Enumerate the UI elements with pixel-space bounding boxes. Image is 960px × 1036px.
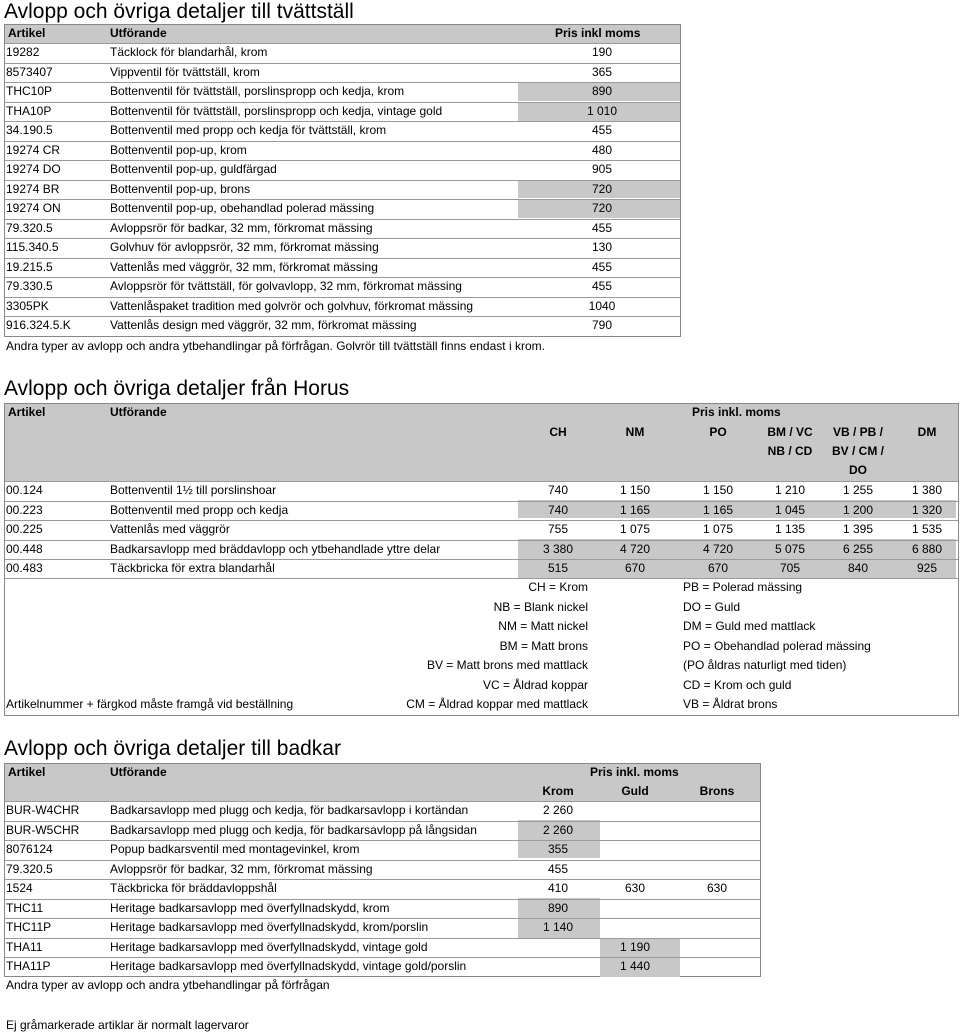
- cell-price: 1 075: [619, 522, 651, 536]
- cell-price: 890: [591, 84, 613, 98]
- cell-utforande: Popup badkarsventil med montagevinkel, krom: [110, 842, 360, 856]
- cell-artikel: 00.448: [6, 541, 43, 556]
- legend-item: VC = Åldrad koppar: [482, 677, 588, 692]
- cell-price: 365: [591, 64, 613, 79]
- cell-utforande: Bottenventil för tvättställ, porslinspropp och kedja, vintage gold: [110, 103, 443, 118]
- cell-price: 630: [706, 881, 728, 895]
- cell-utforande: Bottenventil med propp och kedja: [110, 502, 289, 517]
- cell-artikel: 00.225: [6, 522, 43, 536]
- cell-artikel: 19274 ON: [6, 201, 61, 215]
- header-pris: Pris inkl. moms: [692, 405, 781, 419]
- cell-price: 410: [547, 881, 569, 895]
- legend-item: DO = Guld: [683, 599, 741, 614]
- legend-item: BV = Matt brons med mattlack: [426, 658, 588, 672]
- cell-price: 670: [624, 561, 646, 575]
- legend-item: CM = Åldrad koppar med mattlack: [406, 697, 588, 711]
- legend-item: NM = Matt nickel: [498, 619, 588, 633]
- cell-price: 840: [847, 561, 869, 575]
- cell-artikel: 79.320.5: [6, 220, 53, 235]
- cell-price: 5 075: [774, 541, 806, 556]
- cell-price: 1 210: [774, 483, 806, 497]
- cell-price: 1 165: [619, 502, 651, 517]
- tvattstall-note: Andra typer av avlopp och andra ytbehandlingar på förfrågan. Golvrör till tvättställ finns endast i krom.: [6, 339, 545, 353]
- cell-artikel: 916.324.5.K: [6, 318, 71, 332]
- cell-price: 1 140: [542, 920, 574, 934]
- cell-price: 1 165: [702, 502, 734, 517]
- cell-utforande: Bottenventil 1½ till porslinshoar: [110, 483, 277, 497]
- column-header: DM: [917, 425, 937, 439]
- cell-price: 515: [547, 561, 569, 575]
- cell-utforande: Bottenventil pop-up, brons: [110, 181, 251, 196]
- cell-price: 1 535: [911, 522, 943, 536]
- cell-artikel: 1524: [6, 881, 33, 895]
- legend-item: (PO åldras naturligt med tiden): [683, 658, 847, 672]
- cell-utforande: Täckbricka för bräddavloppshål: [110, 881, 277, 895]
- cell-price: 2 260: [542, 803, 574, 817]
- legend-item: PO = Obehandlad polerad mässing: [683, 638, 871, 653]
- column-header: Guld: [621, 784, 649, 798]
- cell-price: 1 010: [586, 103, 618, 118]
- cell-price: 455: [591, 279, 613, 293]
- cell-artikel: THC10P: [6, 84, 53, 98]
- column-header: Brons: [699, 784, 735, 798]
- cell-artikel: 19274 CR: [6, 142, 61, 157]
- cell-price: 455: [591, 123, 613, 137]
- cell-price: 190: [591, 45, 613, 59]
- section-title-horus: Avlopp och övriga detaljer från Horus: [4, 377, 350, 400]
- cell-utforande: Vattenlås med väggrör, 32 mm, förkromat mässing: [110, 259, 378, 274]
- legend-item: DM = Guld med mattlack: [683, 619, 816, 633]
- cell-price: 6 880: [911, 541, 943, 556]
- cell-price: 4 720: [619, 541, 651, 556]
- cell-price: 1040: [588, 298, 616, 313]
- header-utforande: Utförande: [110, 405, 167, 419]
- cell-price: 455: [591, 220, 613, 235]
- cell-price: 790: [591, 318, 613, 332]
- cell-price: 905: [591, 162, 613, 176]
- cell-artikel: 00.124: [6, 483, 43, 497]
- cell-price: 2 260: [542, 822, 574, 837]
- cell-price: 480: [591, 142, 613, 157]
- legend-item: CD = Krom och guld: [683, 677, 792, 692]
- cell-artikel: 19274 DO: [6, 162, 61, 176]
- column-header: VB / PB /: [832, 425, 883, 439]
- header-artikel: Artikel: [8, 765, 46, 779]
- footnote: Ej gråmarkerade artiklar är normalt lagervaror: [6, 1018, 249, 1032]
- legend-item: NB = Blank nickel: [493, 599, 588, 614]
- cell-price: 1 255: [842, 483, 874, 497]
- cell-artikel: 19282: [6, 45, 40, 59]
- cell-utforande: Heritage badkarsavlopp med överfyllnadskydd, vintage gold/porslin: [110, 959, 467, 973]
- cell-price: 130: [591, 240, 613, 254]
- cell-price: 1 200: [842, 502, 874, 517]
- column-header: CH: [549, 425, 567, 439]
- cell-artikel: THC11P: [6, 920, 52, 934]
- column-header: BV / CM /: [831, 444, 884, 458]
- column-header: PO: [709, 425, 727, 439]
- cell-artikel: 19.215.5: [6, 259, 53, 274]
- cell-utforande: Badkarsavlopp med plugg och kedja, för badkarsavlopp i kortändan: [110, 803, 469, 817]
- cell-price: 755: [547, 522, 569, 536]
- cell-price: 630: [624, 881, 646, 895]
- cell-utforande: Avloppsrör för badkar, 32 mm, förkromat mässing: [110, 861, 373, 876]
- cell-price: 670: [707, 561, 729, 575]
- cell-artikel: 00.483: [6, 561, 43, 575]
- cell-artikel: BUR-W5CHR: [6, 822, 80, 837]
- cell-utforande: Täckbricka för extra blandarhål: [110, 561, 275, 575]
- header-utforande: Utförande: [110, 26, 167, 40]
- horus-note: Artikelnummer + färgkod måste framgå vid beställning: [6, 697, 294, 711]
- cell-utforande: Golvhuv för avloppsrör, 32 mm, förkromat mässing: [110, 240, 379, 254]
- legend-item: PB = Polerad mässing: [683, 580, 803, 594]
- cell-artikel: 00.223: [6, 502, 43, 517]
- cell-utforande: Badkarsavlopp med plugg och kedja, för badkarsavlopp på långsidan: [110, 822, 477, 837]
- cell-utforande: Vattenlås med väggrör: [110, 522, 230, 536]
- cell-artikel: 8076124: [6, 842, 53, 856]
- legend-item: CH = Krom: [528, 580, 588, 594]
- column-header: NM: [625, 425, 645, 439]
- cell-price: 1 150: [702, 483, 734, 497]
- cell-artikel: THC11: [6, 900, 44, 915]
- cell-price: 1 190: [619, 939, 651, 954]
- cell-price: 720: [591, 181, 613, 196]
- cell-utforande: Heritage badkarsavlopp med överfyllnadskydd, krom/porslin: [110, 920, 429, 934]
- cell-utforande: Heritage badkarsavlopp med överfyllnadskydd, krom: [110, 900, 390, 915]
- cell-price: 355: [547, 842, 569, 856]
- cell-utforande: Badkarsavlopp med bräddavlopp och ytbehandlade yttre delar: [110, 541, 441, 556]
- cell-artikel: 79.330.5: [6, 279, 53, 293]
- cell-utforande: Vippventil för tvättställ, krom: [110, 64, 260, 79]
- column-header: BM / VC: [767, 425, 813, 439]
- cell-utforande: Heritage badkarsavlopp med överfyllnadskydd, vintage gold: [110, 939, 428, 954]
- cell-price: 1 045: [774, 502, 806, 517]
- header-utforande: Utförande: [110, 765, 167, 779]
- cell-price: 3 380: [542, 541, 574, 556]
- cell-price: 6 255: [842, 541, 874, 556]
- column-header: DO: [849, 463, 867, 477]
- cell-utforande: Vattenlås design med väggrör, 32 mm, förkromat mässing: [110, 318, 417, 332]
- cell-price: 1 135: [774, 522, 806, 536]
- cell-artikel: THA10P: [6, 103, 52, 118]
- cell-artikel: THA11: [6, 939, 43, 954]
- cell-price: 740: [547, 483, 569, 497]
- cell-utforande: Bottenventil pop-up, guldfärgad: [110, 162, 277, 176]
- header-artikel: Artikel: [8, 405, 46, 419]
- cell-artikel: BUR-W4CHR: [6, 803, 80, 817]
- cell-price: 455: [591, 259, 613, 274]
- cell-utforande: Avloppsrör för badkar, 32 mm, förkromat mässing: [110, 220, 373, 235]
- cell-utforande: Täcklock för blandarhål, krom: [110, 45, 268, 59]
- header-artikel: Artikel: [8, 26, 46, 40]
- badkar-note: Andra typer av avlopp och andra ytbehandlingar på förfrågan: [6, 978, 330, 992]
- cell-price: 4 720: [702, 541, 734, 556]
- cell-artikel: 19274 BR: [6, 181, 60, 196]
- cell-utforande: Bottenventil pop-up, krom: [110, 142, 247, 157]
- cell-price: 890: [547, 900, 569, 915]
- cell-artikel: 34.190.5: [6, 123, 53, 137]
- cell-price: 720: [591, 201, 613, 215]
- cell-price: 740: [547, 502, 569, 517]
- section-title-badkar: Avlopp och övriga detaljer till badkar: [4, 737, 341, 760]
- cell-utforande: Bottenventil för tvättställ, porslinspropp och kedja, krom: [110, 84, 405, 98]
- cell-price: 705: [779, 561, 801, 575]
- legend-item: BM = Matt brons: [499, 638, 588, 653]
- cell-price: 1 150: [619, 483, 651, 497]
- cell-artikel: 115.340.5: [6, 240, 59, 254]
- cell-price: 1 380: [911, 483, 943, 497]
- cell-artikel: THA11P: [6, 959, 51, 973]
- cell-price: 925: [916, 561, 938, 575]
- cell-artikel: 8573407: [6, 64, 53, 79]
- section-title-tvattstall: Avlopp och övriga detaljer till tvättställ: [4, 0, 354, 23]
- cell-price: 455: [547, 861, 569, 876]
- column-header: NB / CD: [767, 444, 813, 458]
- cell-artikel: 79.320.5: [6, 861, 53, 876]
- cell-price: 1 395: [842, 522, 874, 536]
- cell-utforande: Avloppsrör för tvättställ, för golvavlopp, 32 mm, förkromat mässing: [110, 279, 462, 293]
- cell-artikel: 3305PK: [6, 298, 49, 313]
- cell-utforande: Vattenlåspaket tradition med golvrör och golvhuv, förkromat mässing: [110, 298, 474, 313]
- cell-utforande: Bottenventil pop-up, obehandlad polerad mässing: [110, 201, 375, 215]
- column-header: Krom: [542, 784, 574, 798]
- cell-utforande: Bottenventil med propp och kedja för tvättställ, krom: [110, 123, 387, 137]
- cell-price: 1 440: [619, 959, 651, 973]
- header-pris: Pris inkl moms: [555, 26, 641, 40]
- cell-price: 1 320: [911, 502, 943, 517]
- cell-price: 1 075: [702, 522, 734, 536]
- header-pris: Pris inkl. moms: [590, 765, 679, 779]
- legend-item: VB = Åldrat brons: [683, 697, 778, 711]
